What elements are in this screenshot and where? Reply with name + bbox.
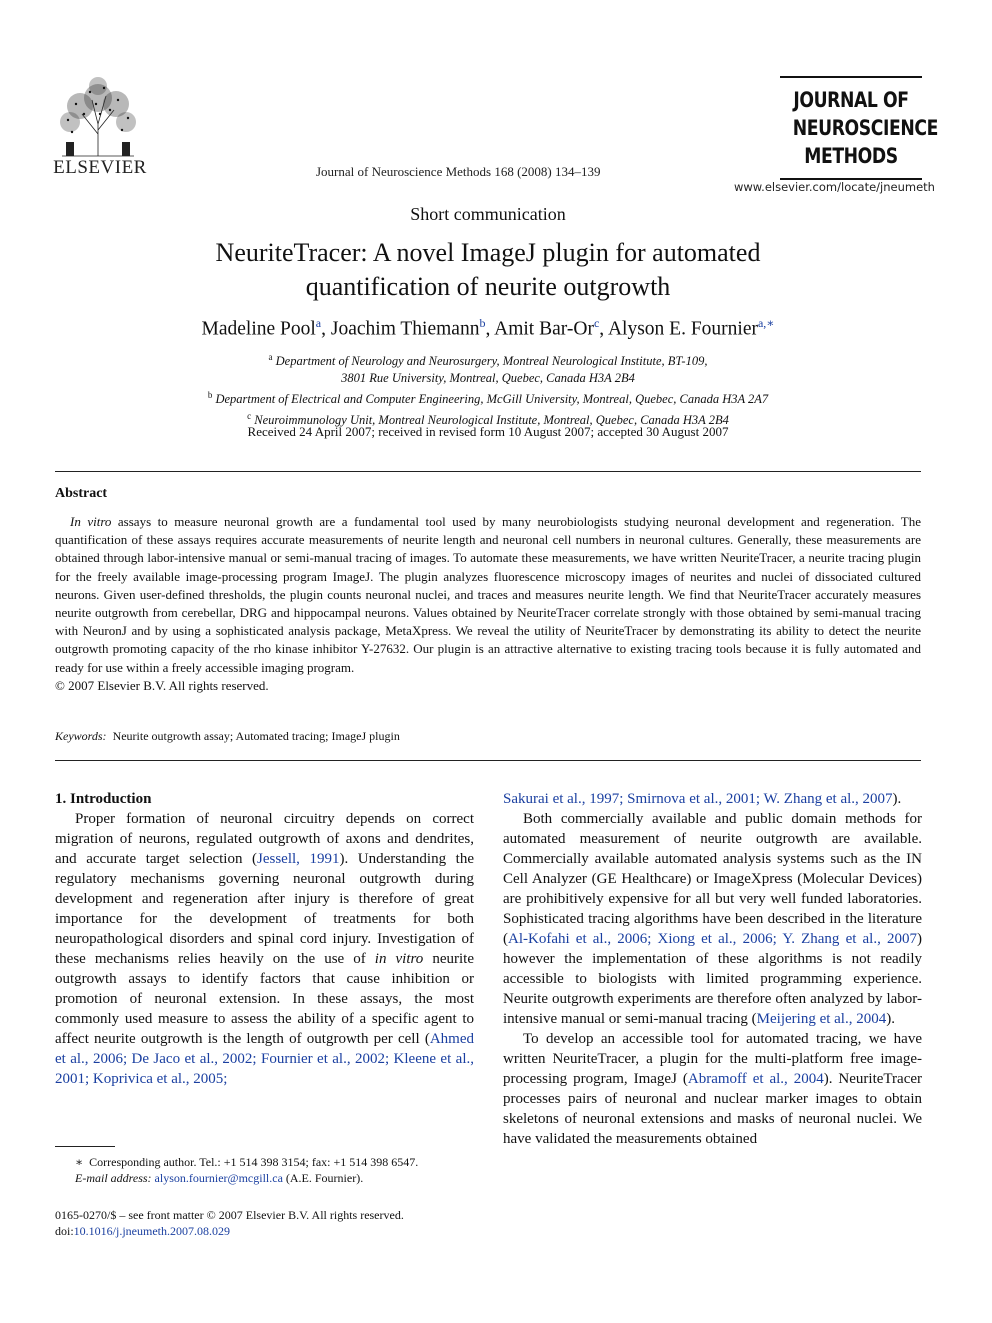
- received-dates: Received 24 April 2007; received in revised form 10 August 2007; accepted 30 August 2007: [247, 424, 729, 439]
- affiliation-mark: b: [207, 390, 213, 401]
- affiliation-mark: a: [268, 352, 273, 362]
- footnote-line: [55, 1170, 474, 1186]
- author-name[interactable]: Alyson E. Fournier: [607, 318, 758, 340]
- affiliation: [0, 387, 976, 408]
- italic-text: in vitro: [374, 951, 424, 967]
- author-affiliation-mark[interactable]: c: [593, 316, 600, 330]
- body-column-right: [503, 789, 922, 1149]
- author-affiliation-mark[interactable]: a: [315, 316, 322, 330]
- body-text: ) however the implementation of these algorithms is not readily accessible to biologists with limited programming experience. Neurite outgrowth experiments are therefore often analyzed by labor-intensive manual or semi-manual tracing (: [503, 931, 922, 1027]
- journal-title: [792, 86, 938, 170]
- elsevier-logo: [52, 74, 148, 180]
- footnote-mark: ∗: [75, 1155, 84, 1169]
- footnote: [55, 1154, 474, 1186]
- journal-title-line: NEUROSCIENCE: [792, 116, 938, 140]
- citation-link[interactable]: Abramoff et al., 2004: [687, 1071, 824, 1087]
- affiliation-text: Department of Neurology and Neurosurgery, Montreal Neurological Institute, BT-109,: [275, 354, 708, 369]
- tree-logo-icon: [52, 74, 144, 158]
- body-text: Both commercially available and public domain methods for automated measurement of neurite outgrowth are available. Commercially available automated analysis systems such as the IN Cell Analyzer (GE Healthcare) or ImageXpress (Molecular Devices) are prohibitively expensive for all but very well funded laboratories. Sophisticated tracing algorithms have been described in the literature (: [503, 811, 922, 947]
- divider: [55, 760, 921, 761]
- publisher-name: ELSEVIER: [53, 157, 147, 178]
- author-separator: ,: [321, 318, 331, 340]
- body-text: ).: [886, 1011, 895, 1027]
- journal-title-line: METHODS: [804, 144, 898, 168]
- journal-masthead: [780, 76, 938, 180]
- author-name[interactable]: Amit Bar-Or: [494, 318, 594, 340]
- email-label: E-mail address:: [75, 1171, 152, 1185]
- author-affiliation-mark[interactable]: b: [479, 316, 486, 330]
- citation-link[interactable]: Ahmed et al., 2006; De Jaco et al., 2002; Fournier et al., 2002; Kleene et al., 2001; Koprivica et al., 2005;: [55, 1031, 474, 1087]
- title-line: quantification of neurite outgrowth: [305, 272, 671, 301]
- body-text: ). Understanding the regulatory mechanisms governing neuronal outgrowth during development and regeneration after injury is therefore of great importance for the development of treatments for both neuropathological disorders and spinal cord injury. Investigation of these mechanisms relies heavily on the use of: [55, 851, 474, 967]
- author-affiliation-mark[interactable]: a,∗: [757, 316, 775, 330]
- citation-link[interactable]: Meijering et al., 2004: [756, 1011, 887, 1027]
- article-title: [0, 236, 976, 304]
- body-column-left: [55, 789, 474, 1089]
- affiliation-mark: c: [247, 411, 252, 422]
- email-link[interactable]: alyson.fournier@mcgill.ca: [154, 1171, 283, 1185]
- citation-link[interactable]: Jessell, 1991: [257, 851, 340, 867]
- title-line: NeuriteTracer: A novel ImageJ plugin for automated: [215, 238, 761, 267]
- journal-citation: Journal of Neuroscience Methods 168 (2008) 134–139: [316, 164, 601, 179]
- abstract-text: assays to measure neuronal growth are a fundamental tool used by many neurobiologists studying neuronal development and regeneration. The quantification of these assays requires accurate measurements of neurite length and neuronal cell numbers in neuronal cultures. Generally, these measurements are obtained through labor-intensive manual or semi-manual tracing of images. To automate these measurements, we have written NeuriteTracer, a neurite tracing plugin for the freely available image-processing program ImageJ. The plugin analyzes fluorescence microscopy images of neurites and nuclei of dissociated cultured neurons. Given user-defined thresholds, the plugin counts neuronal nuclei, and traces and measures neurite length. We find that NeuriteTracer accurately measures neurite outgrowth from cerebellar, DRG and hippocampal neurons. Values obtained by NeuriteTracer correlate strongly with those obtained by semi-manual tracing with NeuronJ and by using a sophisticated analysis package, MetaXpress. We reveal the utility of NeuriteTracer by demonstrating its ability to detect the neurite outgrowth promoting capacity of the rho kinase inhibitor Y-27632. Our plugin is an attractive alternative to existing tracing tools because it is fully automated and ready for use within a freely accessible imaging program.: [55, 514, 921, 675]
- section-heading: 1. Introduction: [55, 791, 152, 807]
- footnote-rule: [55, 1146, 115, 1147]
- author-name[interactable]: Joachim Thiemann: [330, 318, 480, 340]
- keywords-text: Neurite outgrowth assay; Automated tracing; ImageJ plugin: [112, 729, 400, 743]
- affiliations: [0, 349, 976, 429]
- article-type: Short communication: [410, 204, 566, 224]
- intro-paragraph-1: [55, 809, 474, 1089]
- intro-paragraph-1-continued: [503, 789, 922, 809]
- affiliation: [0, 349, 976, 370]
- abstract-heading: Abstract: [55, 486, 108, 501]
- front-matter: [55, 1207, 404, 1239]
- journal-title-line: JOURNAL OF: [793, 88, 909, 112]
- abstract-copyright: © 2007 Elsevier B.V. All rights reserved.: [55, 677, 269, 693]
- citation-link[interactable]: Al-Kofahi et al., 2006; Xiong et al., 2006; Y. Zhang et al., 2007: [508, 931, 917, 947]
- affiliation-text: 3801 Rue University, Montreal, Quebec, Canada H3A 2B4: [341, 371, 635, 386]
- body-text: neurite outgrowth assays to identify factors that cause inhibition or promotion of neuronal extension. In these assays, the most commonly used measure to assess the ability of a specific agent to affect neurite outgrowth is the length of outgrowth per cell (: [55, 951, 474, 1047]
- abstract-paragraph: [55, 513, 921, 677]
- author-separator: ,: [599, 318, 608, 340]
- journal-url-link[interactable]: www.elsevier.com/locate/jneumeth: [734, 180, 935, 194]
- body-text: Proper formation of neuronal circuitry depends on correct migration of neurons, regulated outgrowth of axons and dendrites, and accurate target selection (: [55, 811, 474, 867]
- email-suffix: (A.E. Fournier).: [282, 1171, 364, 1185]
- footnote-line: [55, 1154, 474, 1170]
- footnote-text: Corresponding author. Tel.: +1 514 398 3154; fax: +1 514 398 6547.: [89, 1155, 419, 1169]
- author-name[interactable]: Madeline Pool: [201, 318, 316, 340]
- affiliation-text: Department of Electrical and Computer Engineering, McGill University, Montreal, Quebec, Canada H3A 2A7: [215, 392, 769, 407]
- body-text: ).: [892, 791, 902, 807]
- intro-paragraph-3: [503, 1029, 922, 1149]
- affiliation-text: Neuroimmunology Unit, Montreal Neurological Institute, Montreal, Quebec, Canada H3A 2B4: [254, 413, 729, 428]
- citation-link[interactable]: Sakurai et al., 1997; Smirnova et al., 2001; W. Zhang et al., 2007: [503, 791, 893, 807]
- issn-line: 0165-0270/$ – see front matter © 2007 Elsevier B.V. All rights reserved.: [55, 1208, 404, 1222]
- doi-label: doi:: [55, 1224, 74, 1238]
- body-text: To develop an accessible tool for automated tracing, we have written NeuriteTracer, a plugin for the multi-platform free image-processing program, ImageJ (: [503, 1031, 922, 1087]
- intro-paragraph-2: [503, 809, 922, 1029]
- masthead-top-rule: [780, 76, 922, 78]
- doi-line: [55, 1223, 404, 1239]
- abstract-italic-lead: In vitro: [70, 514, 112, 529]
- doi-link[interactable]: 10.1016/j.jneumeth.2007.08.029: [73, 1224, 230, 1238]
- affiliation: [0, 370, 976, 387]
- divider: [55, 471, 921, 472]
- keywords-label: Keywords:: [55, 729, 107, 743]
- abstract-body: [55, 513, 921, 695]
- author-separator: ,: [485, 318, 495, 340]
- body-text: ). NeuriteTracer processes pairs of neuronal and nuclear marker images to obtain skeletons of neuronal extensions and masks of neuronal nuclei. We have validated the measurements obtained: [503, 1071, 923, 1147]
- keywords: [55, 729, 400, 744]
- author-list: [0, 316, 976, 341]
